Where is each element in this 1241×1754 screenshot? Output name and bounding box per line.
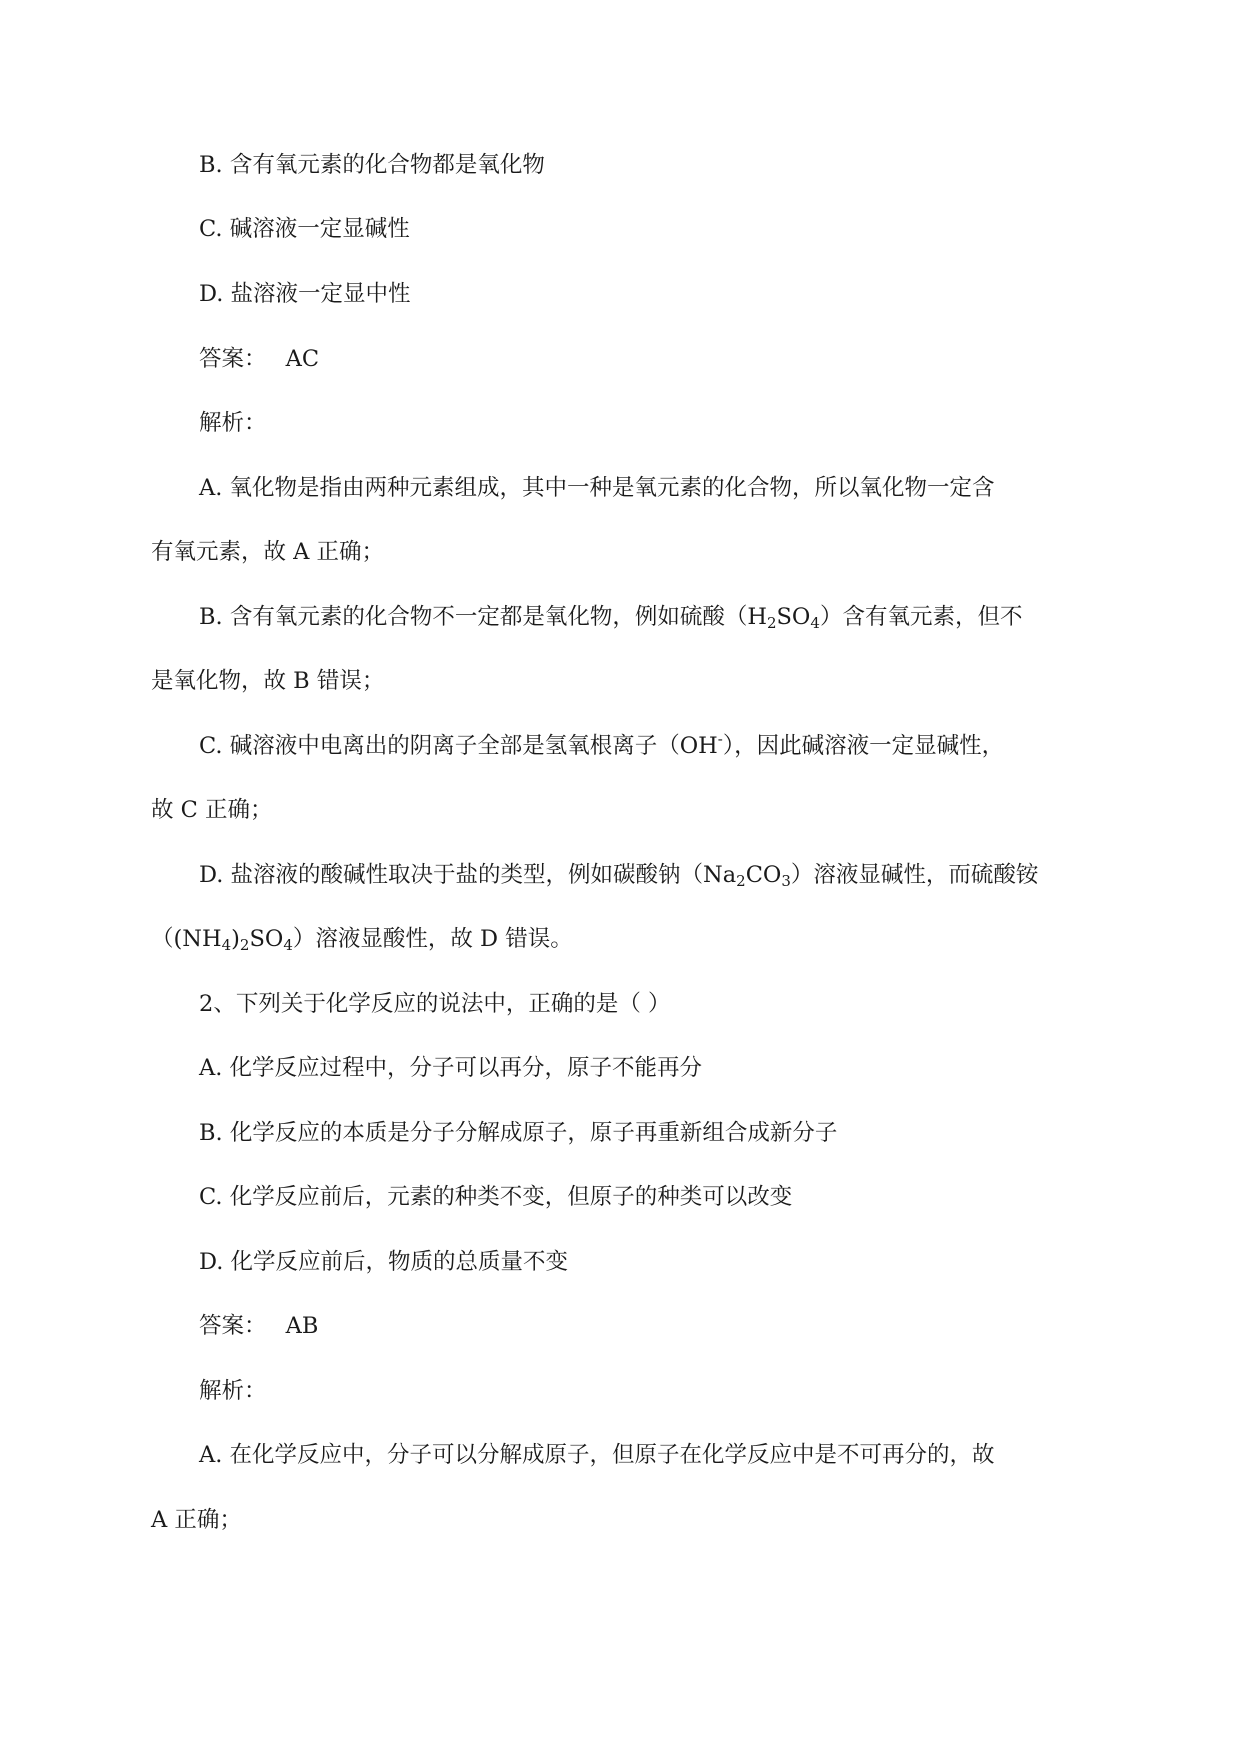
subscript: 4 — [283, 936, 293, 954]
text-segment: SO — [249, 926, 284, 952]
q2-answer-value: AB — [285, 1313, 319, 1339]
q1-answer-label: 答案： — [199, 346, 267, 372]
q1-analysis-d-line2 — [151, 924, 1091, 954]
text-segment: C. 碱溶液中电离出的阴离子全部是氢氧根离子（OH — [199, 733, 718, 759]
q1-analysis-d-line1 — [199, 860, 1139, 890]
text-segment: SO — [776, 604, 811, 630]
q2-answer — [199, 1311, 1139, 1341]
q1-option-b: B. 含有氧元素的化合物都是氧化物 — [199, 152, 545, 178]
q2-option-a: A. 化学反应过程中，分子可以再分，原子不能再分 — [199, 1055, 703, 1081]
text-segment: ）溶液显酸性，故 D 错误。 — [292, 926, 573, 952]
subscript: 2 — [766, 614, 777, 632]
q1-answer-value: AC — [285, 346, 320, 372]
q2-analysis-label: 解析： — [199, 1378, 267, 1404]
subscript: 2 — [736, 872, 746, 890]
text-segment: （(NH — [151, 926, 222, 952]
q2-answer-label: 答案： — [199, 1313, 267, 1339]
text-segment: D. 盐溶液的酸碱性取决于盐的类型，例如碳酸钠（Na — [199, 862, 737, 888]
subscript: 4 — [810, 614, 820, 632]
q1-analysis-label: 解析： — [199, 410, 267, 436]
subscript: 4 — [221, 936, 232, 954]
q2-stem: 2、下列关于化学反应的说法中，正确的是（ ） — [199, 991, 671, 1017]
text-segment: ），因此碱溶液一定显碱性， — [722, 733, 1005, 759]
text-segment: ) — [231, 926, 240, 952]
q1-analysis-b-line1 — [199, 602, 1139, 632]
text-segment: B. 含有氧元素的化合物不一定都是氧化物，例如硫酸（H — [199, 604, 767, 630]
q1-analysis-b-line2: 是氧化物，故 B 错误； — [151, 668, 385, 694]
subscript: 2 — [239, 936, 250, 954]
q2-analysis-a-line1: A. 在化学反应中，分子可以分解成原子，但原子在化学反应中是不可再分的，故 — [199, 1442, 995, 1468]
text-segment: ）溶液显碱性，而硫酸铵 — [790, 862, 1039, 888]
subscript: 3 — [781, 872, 791, 890]
q1-analysis-c-line1 — [199, 731, 1139, 761]
q1-answer — [199, 344, 1139, 374]
q1-option-c: C. 碱溶液一定显碱性 — [199, 216, 410, 242]
q2-option-d: D. 化学反应前后，物质的总质量不变 — [199, 1249, 569, 1275]
q2-analysis-a-line2: A 正确； — [151, 1507, 242, 1533]
text-segment: CO — [745, 862, 782, 888]
q1-analysis-a-line2: 有氧元素，故 A 正确； — [151, 539, 385, 565]
text-segment: ）含有氧元素，但不 — [819, 604, 1023, 630]
q2-option-b: B. 化学反应的本质是分子分解成原子，原子再重新组合成新分子 — [199, 1120, 838, 1146]
superscript: - — [717, 730, 723, 748]
q2-option-c: C. 化学反应前后，元素的种类不变，但原子的种类可以改变 — [199, 1184, 793, 1210]
q1-analysis-a-line1: A. 氧化物是指由两种元素组成，其中一种是氧元素的化合物，所以氧化物一定含 — [199, 475, 995, 501]
q1-option-d: D. 盐溶液一定显中性 — [199, 281, 411, 307]
q1-analysis-c-line2: 故 C 正确； — [151, 797, 273, 823]
